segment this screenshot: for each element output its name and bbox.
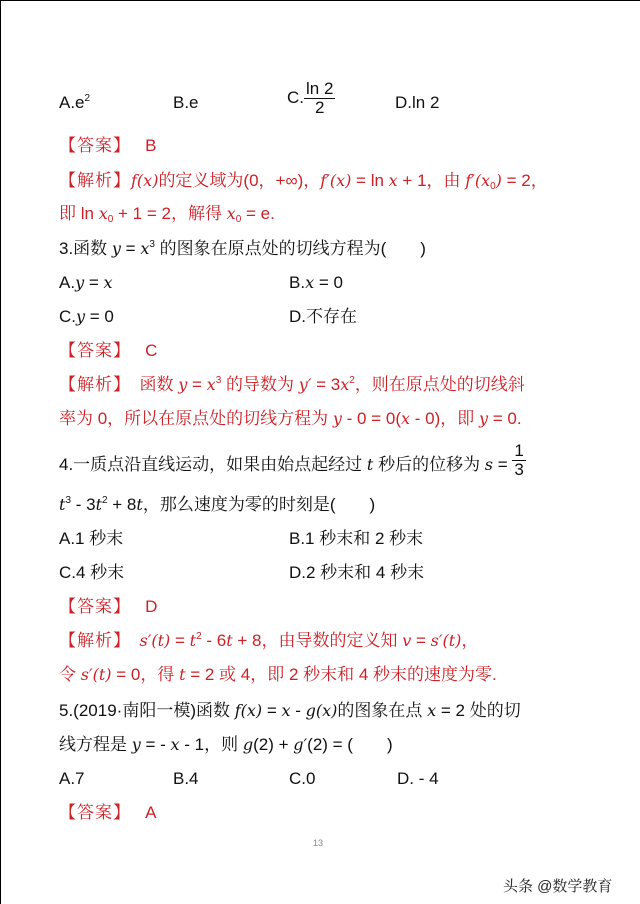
q3-option-d: D.不存在 [289,307,357,326]
fraction: $\frac{\ln 2}{2}$ [306,79,334,117]
q3-analysis-line1: 【解析】 函数 $y = x^3$ 的导数为 $y' = 3x^2$，则在原点处的切线斜 [59,375,525,394]
q3-options-row1 [59,272,619,294]
q2-analysis-line2: 即 $\ln x_0 + 1 = 2$，解得 $x_0 = e$. [59,204,275,225]
watermark: 头条 @数学教育 [503,878,613,895]
q2-analysis-line1: 【解析】f(x)的定义域为(0，+∞)，f′(x) = ln x + 1，由 $f'(x_0) = 2$， [59,171,548,192]
q2-option-d: D.ln 2 [395,93,440,112]
q4-option-b: B.1 秒末和 2 秒末 [289,529,424,548]
q4-option-c: C.4 秒末 [59,563,125,582]
q4-stem-line2: $t^3 - 3t^2 + 8t$，那么速度为零的时刻是( ) [59,495,376,514]
q3-answer: 【答案】 C [59,341,158,360]
q5-option-b: B.4 [173,769,199,788]
q5-option-a: A.7 [59,769,85,788]
q4-analysis-line2: 令 s′(t) = 0，得 t = 2 或 4，即 2 秒末和 4 秒末的速度为零. [59,665,497,684]
q4-option-d: D.2 秒末和 4 秒末 [289,563,425,582]
q5-option-d: D. - 4 [397,769,439,788]
page-number: 13 [313,838,324,848]
q4-options-row1 [59,528,619,550]
fraction: $\frac{1}{3}$ [514,441,524,479]
page-border-left [0,0,1,904]
q5-stem-line1: 5.(2019·南阳一模)函数 f(x) = x - g(x)的图象在点 x = 2 处的切 [59,701,521,720]
q2-option-a: $A.e^2$ [59,93,91,112]
q3-option-b: B.x = 0 [289,273,343,292]
q3-stem: 3.函数 $y = x^3$ 的图象在原点处的切线方程为( ) [59,239,426,258]
q4-answer: 【答案】 D [59,597,158,616]
q4-option-a: A.1 秒末 [59,529,124,548]
q2-option-c: C. $\frac{\ln 2}{2}$ [287,79,334,117]
q3-option-c: C.y = 0 [59,307,114,326]
q3-analysis-line2: 率为 0，所以在原点处的切线方程为 y - 0 = 0(x - 0)，即 y = 0. [59,409,522,428]
q5-answer: 【答案】 A [59,803,157,822]
q5-option-c: C.0 [289,769,316,788]
q2-option-b: B.e [173,93,199,112]
page-border-top [0,0,640,1]
q5-options-row [59,768,619,792]
q5-stem-line2: 线方程是 y = - x - 1，则 g(2) + g′(2) = ( ) [59,735,393,754]
q2-answer: 【答案】 B [59,136,157,155]
q4-options-row2 [59,562,619,584]
q3-options-row2 [59,306,619,328]
q4-analysis-line1: 【解析】 $s'(t) = t^2 - 6t + 8$，由导数的定义知 v = s′(t)， [59,631,479,650]
q2-options-row [59,79,619,132]
q4-stem-line1: 4.一质点沿直线运动，如果由始点起经过 t 秒后的位移为 s = $\frac{1}{3}$ [59,441,524,479]
q3-option-a: A.y = x [59,273,113,292]
